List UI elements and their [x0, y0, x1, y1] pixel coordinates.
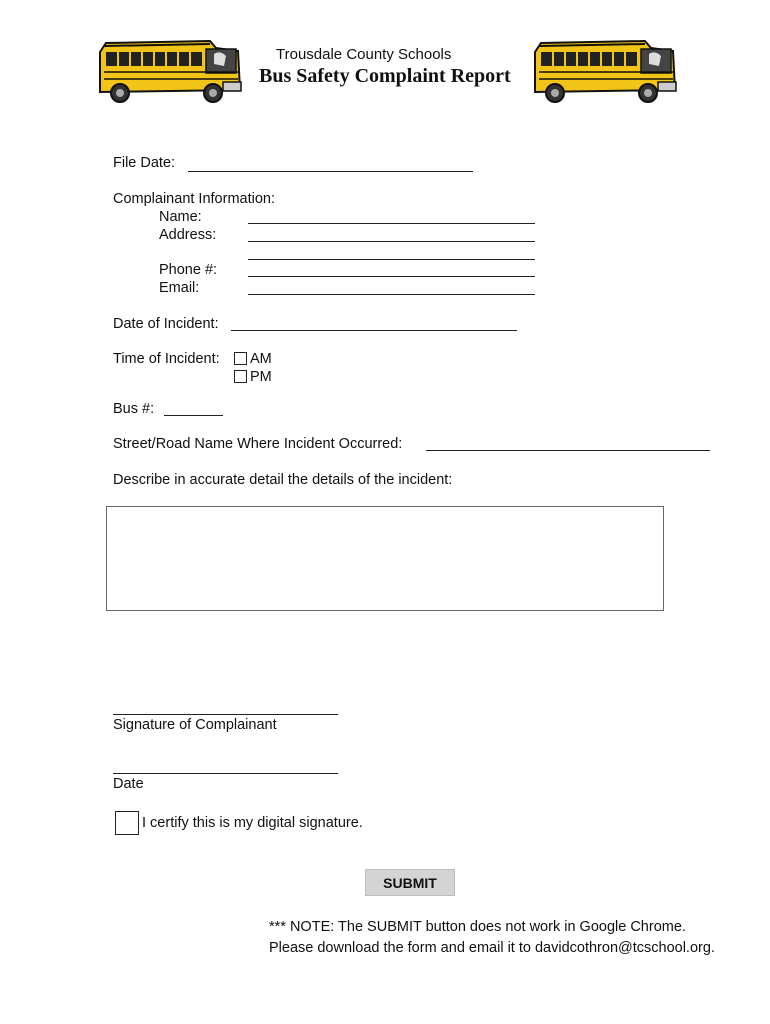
address-field-line1[interactable]: [248, 225, 535, 242]
complainant-heading: Complainant Information:: [113, 191, 275, 207]
school-name: Trousdale County Schools: [276, 46, 452, 63]
school-bus-icon: [92, 32, 244, 110]
date-of-incident-field[interactable]: [231, 314, 517, 331]
file-date-label: File Date:: [113, 155, 176, 171]
date-label: Date: [113, 776, 144, 792]
bus-number-field[interactable]: [164, 399, 223, 416]
email-label: Email:: [159, 280, 200, 296]
name-field[interactable]: [248, 207, 535, 224]
name-label: Name:: [159, 209, 202, 225]
file-date-field[interactable]: [188, 155, 473, 172]
page-title: Bus Safety Complaint Report: [259, 65, 511, 87]
address-label: Address:: [159, 227, 217, 243]
phone-field[interactable]: [248, 260, 535, 277]
signature-field[interactable]: [113, 698, 338, 715]
school-bus-icon: [527, 32, 679, 110]
bus-number-label: Bus #:: [113, 401, 155, 417]
describe-label: Describe in accurate detail the details of the incident:: [113, 472, 453, 488]
date-of-incident-label: Date of Incident:: [113, 316, 219, 332]
street-label: Street/Road Name Where Incident Occurred:: [113, 436, 403, 452]
submit-button[interactable]: SUBMIT: [365, 869, 455, 896]
signature-label: Signature of Complainant: [113, 717, 277, 733]
incident-description-textarea[interactable]: [106, 506, 664, 611]
pm-label: PM: [250, 369, 272, 385]
address-field-line2[interactable]: [248, 243, 535, 260]
email-field[interactable]: [248, 278, 535, 295]
phone-label: Phone #:: [159, 262, 218, 278]
am-checkbox[interactable]: [234, 352, 247, 365]
note-line-2: Please download the form and email it to davidcothron@tcschool.org.: [269, 940, 715, 956]
certify-label: I certify this is my digital signature.: [142, 815, 363, 831]
am-label: AM: [250, 351, 272, 367]
street-field[interactable]: [426, 434, 710, 451]
time-of-incident-label: Time of Incident:: [113, 351, 220, 367]
signature-date-field[interactable]: [113, 757, 338, 774]
certify-checkbox[interactable]: [115, 811, 139, 835]
pm-checkbox[interactable]: [234, 370, 247, 383]
note-line-1: *** NOTE: The SUBMIT button does not work in Google Chrome.: [269, 919, 686, 935]
